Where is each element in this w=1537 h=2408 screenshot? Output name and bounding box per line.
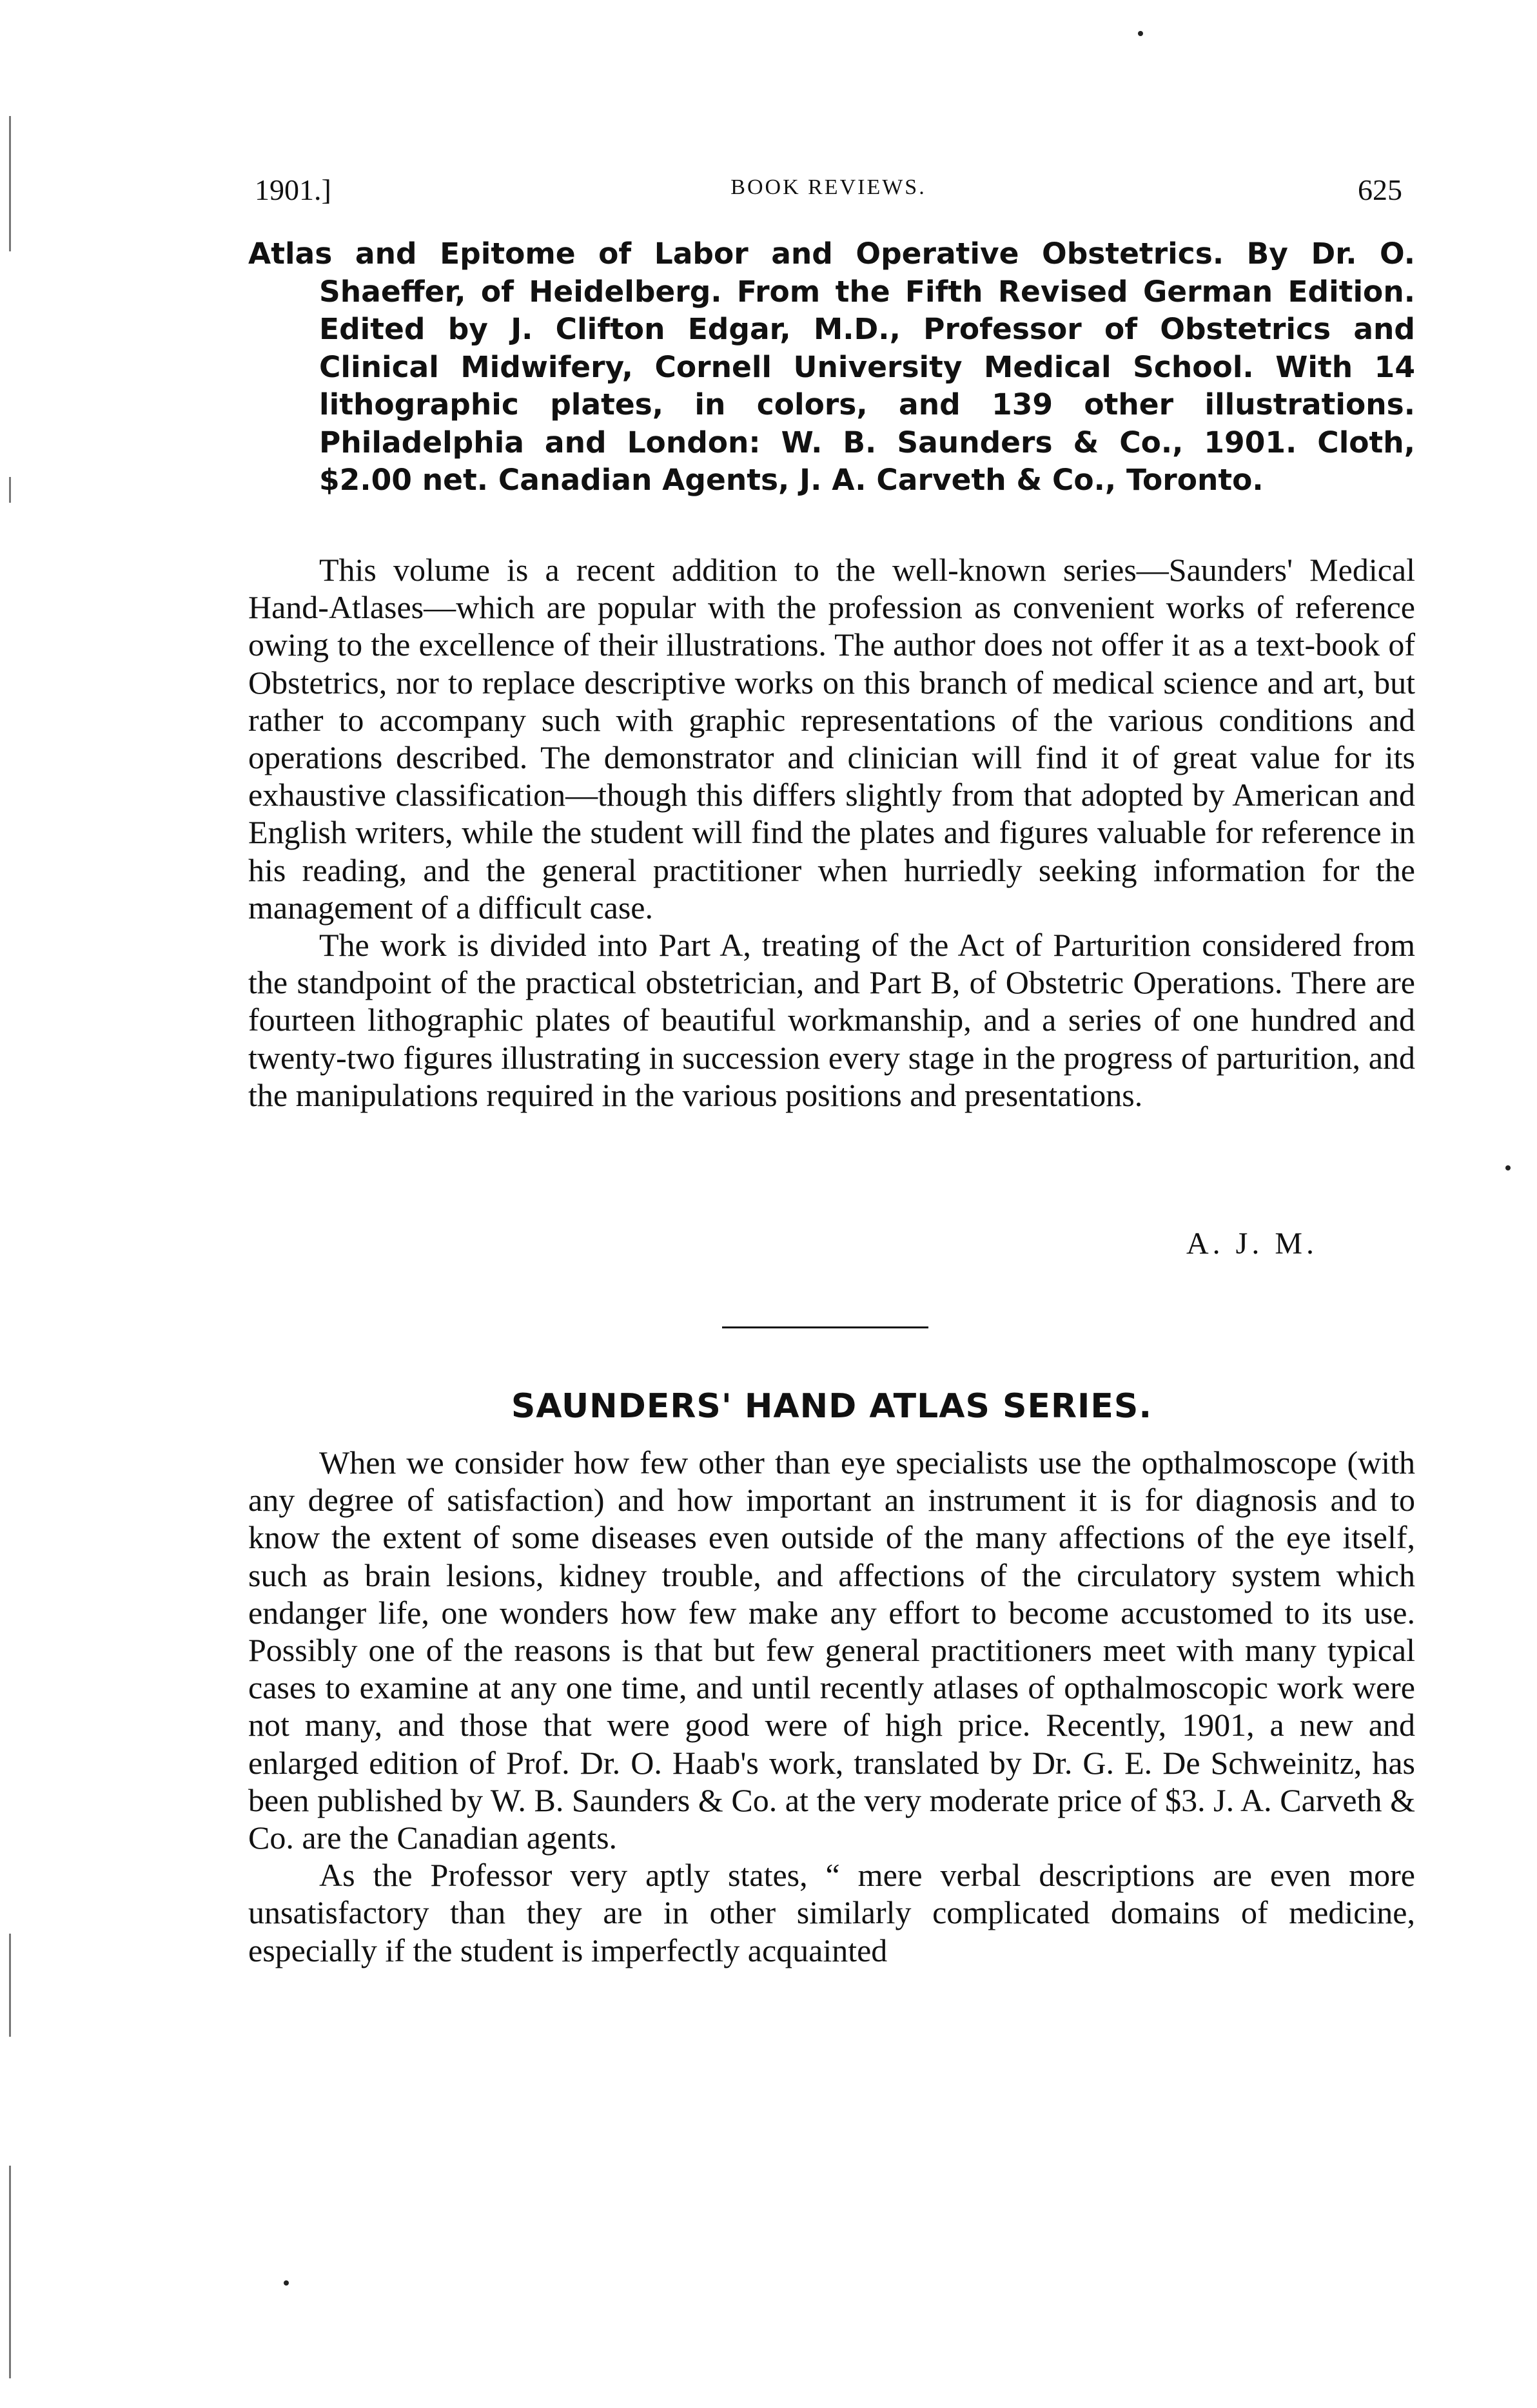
running-head-year: 1901.]: [255, 173, 331, 206]
running-head: [255, 173, 1402, 211]
review-signature: A. J. M.: [1186, 1227, 1318, 1261]
scan-speck: [284, 2280, 289, 2286]
section-paragraph: As the Professor very aptly states, “ mere verbal descriptions are even more unsatisfactory than they are in other similarly complicated domains of medicine, especially if the student is imperfectly acquainted: [248, 1857, 1415, 1968]
scan-edge-mark: [9, 477, 11, 503]
section-title: SAUNDERS' HAND ATLAS SERIES.: [511, 1387, 1153, 1426]
review-paragraph: This volume is a recent addition to the well-known series—Saunders' Medical Hand-Atlases—which are popular with the profession as convenient works of reference owing to the excellence of their illustrations. The author does not offer it as a text-book of Obstetrics, nor to replace descriptive works on this branch of medical science and art, but rather to accompany such with graphic representations of the various conditions and operations described. The demonstrator and clinician will find it of great value for its exhaustive classification—though this differs slightly from that adopted by American and English writers, while the student will find the plates and figures valuable for reference in his reading, and the general practitioner when hurriedly seeking information for the management of a difficult case.: [248, 552, 1415, 926]
scan-edge-mark: [9, 1934, 11, 2037]
review-body: [248, 551, 1415, 1114]
section-divider: [722, 1326, 928, 1328]
scan-speck: [1505, 1165, 1511, 1170]
running-head-title: BOOK REVIEWS.: [730, 175, 926, 199]
section-body: [248, 1444, 1415, 1969]
scan-speck: [1138, 31, 1143, 36]
review-citation: Atlas and Epitome of Labor and Operative Obstetrics. By Dr. O. Shaeffer, of Heidelberg. From the Fifth Revised German Edition. Edited by J. Clifton Edgar, M.D., Professor of Obstetrics and Clinical Midwifery, Cornell University Medical School. With 14 lithographic plates, in colors, and 139 other illustrations. Philadelphia and London: W. B. Saunders & Co., 1901. Cloth, $2.00 net. Canadian Agents, J. A. Carveth & Co., Toronto.: [248, 237, 1415, 497]
scan-edge-mark: [9, 116, 11, 251]
section-paragraph: When we consider how few other than eye specialists use the opthalmoscope (with any degree of satisfaction) and how important an instrument it is for diagnosis and to know the extent of some diseases even outside of the many affections of the eye itself, such as brain lesions, kidney trouble, and affections of the circulatory system which endanger life, one wonders how few make any effort to become accustomed to its use. Possibly one of the reasons is that but few general practitioners meet with many typical cases to examine at any one time, and until recently atlases of opthalmoscopic work were not many, and those that were good were of high price. Recently, 1901, a new and enlarged edition of Prof. Dr. O. Haab's work, translated by Dr. G. E. De Schweinitz, has been published by W. B. Saunders & Co. at the very moderate price of $3. J. A. Carveth & Co. are the Canadian agents.: [248, 1444, 1415, 1856]
scan-edge-mark: [9, 2166, 11, 2378]
page-number: 625: [1358, 173, 1402, 206]
review-paragraph: The work is divided into Part A, treating of the Act of Parturition considered from the standpoint of the practical obstetrician, and Part B, of Obstetric Operations. There are fourteen lithographic plates of beautiful workmanship, and a series of one hundred and twenty-two figures illustrating in succession every stage in the progress of parturition, and the manipulations required in the various positions and presentations.: [248, 927, 1415, 1113]
